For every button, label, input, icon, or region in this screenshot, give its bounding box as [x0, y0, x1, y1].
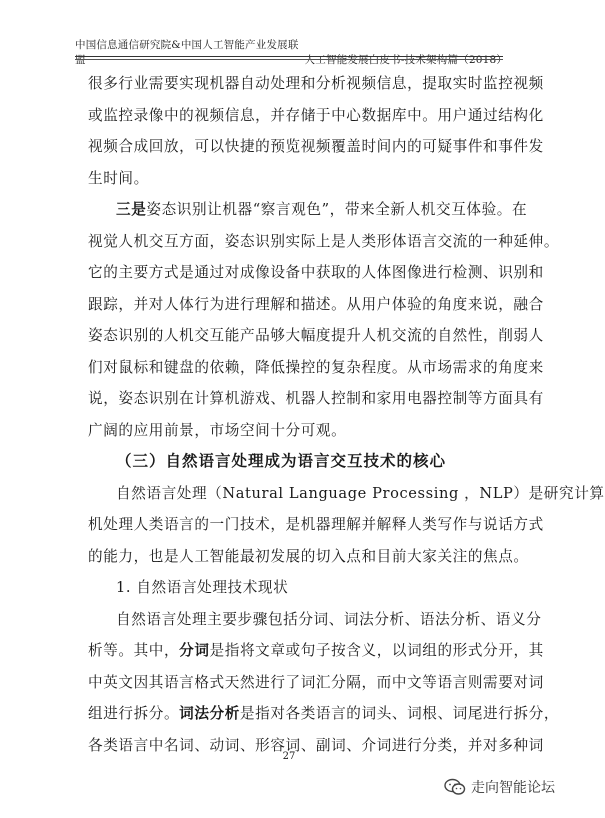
header-left: 中国信息通信研究院&中国人工智能产业发展联盟: [75, 39, 299, 66]
header-rule: [75, 56, 503, 57]
text-span: 组进行拆分。: [88, 705, 180, 722]
text-line: 说，姿态识别在计算机游戏、机器人控制和家用电器控制等方面具有: [88, 390, 544, 407]
text-line: 视觉人机交互方面，姿态识别实际上是人类形体语言交流的一种延伸。: [88, 232, 560, 250]
text-span: 是指对各类语言的词头、词根、词尾进行拆分，: [239, 705, 560, 722]
text-line: 广阔的应用前景，市场空间十分可观。: [88, 421, 347, 439]
text-line: [88, 698, 560, 730]
text-line: [88, 635, 544, 667]
text-line: 的能力，也是人工智能最初发展的切入点和目前大家关注的焦点。: [88, 547, 529, 565]
bold-lead: 三是: [116, 201, 147, 218]
text-line: 生时间。: [88, 169, 149, 187]
wechat-icon: [444, 778, 466, 796]
page-number: 27: [282, 751, 296, 762]
text-line: 很多行业需要实现机器自动处理和分析视频信息，提取实时监控视频: [88, 75, 544, 92]
text-line: 视频合成回放，可以快捷的预览视频覆盖时间内的可疑事件和事件发: [88, 138, 544, 155]
section-heading: （三）自然语言处理成为语言交互技术的核心: [116, 452, 447, 470]
page-header: [75, 37, 508, 67]
text-line: 姿态识别的人机交互能产品够大幅度提升人机交流的自然性，削弱人: [88, 327, 544, 344]
header-right: 人工智能发展白皮书-技术架构篇（2018）: [304, 54, 508, 66]
subsection-heading: 1. 自然语言处理技术现状: [116, 579, 289, 596]
text-line: 自然语言处理（Natural Language Processing ，NLP）是研究计算: [116, 484, 605, 502]
text-span: 析等。其中，: [88, 642, 180, 659]
bold-term: 分词: [179, 642, 210, 659]
text-span: 姿态识别让机器“察言观色”，带来全新人机交互体验。在: [146, 201, 528, 218]
text-line: 自然语言处理主要步骤包括分词、词法分析、语法分析、语义分: [116, 610, 542, 628]
text-line: 或监控录像中的视频信息，并存储于中心数据库中。用户通过结构化: [88, 106, 544, 124]
body-text: [88, 68, 605, 761]
text-line: 们对鼠标和键盘的依赖，降低操控的复杂程度。从市场需求的角度来: [88, 358, 544, 376]
text-line: 跟踪，并对人体行为进行理解和描述。从用户体验的角度来说，融合: [88, 295, 544, 313]
header-rule-thin: [75, 59, 503, 60]
bold-term: 词法分析: [179, 705, 240, 722]
text-line: 它的主要方式是通过对成像设备中获取的人体图像进行检测、识别和: [88, 264, 544, 281]
text-span: 是指将文章或句子按含义，以词组的形式分开，其: [209, 642, 544, 659]
text-line: 中英文因其语言格式天然进行了词汇分隔，而中文等语言则需要对词: [88, 673, 544, 691]
text-line: 机处理人类语言的一门技术，是机器理解并解释人类写作与说话方式: [88, 516, 544, 533]
text-line: 各类语言中名词、动词、形容词、副词、介词进行分类，并对多种词: [88, 736, 544, 754]
text-line: [88, 194, 528, 226]
watermark-text: 走向智能论坛: [471, 780, 555, 796]
watermark: [444, 777, 555, 797]
